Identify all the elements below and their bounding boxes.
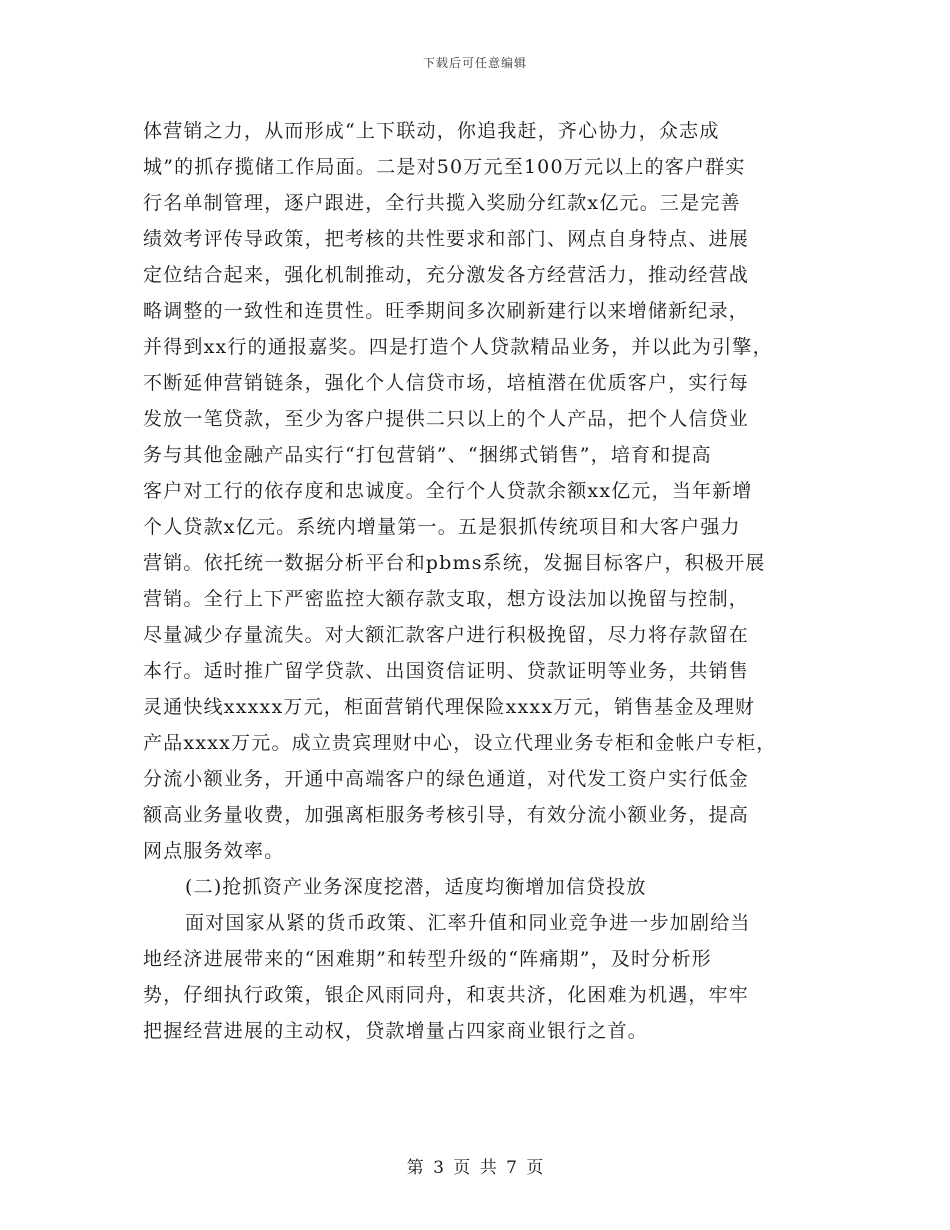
section-heading: (二)抢抓资产业务深度挖潜，适度均衡增加信贷投放 bbox=[185, 876, 647, 898]
body-line: 地经济进展带来的“困难期”和转型升级的“阵痛期”，及时分析形 bbox=[143, 948, 712, 970]
document-body bbox=[143, 113, 823, 1049]
body-line: 把握经营进展的主动权，贷款增量占四家商业银行之首。 bbox=[143, 1020, 649, 1042]
body-line: 势，仔细执行政策，银企风雨同舟，和衷共济，化困难为机遇，牢牢 bbox=[143, 984, 750, 1006]
body-line: 客户对工行的依存度和忠诚度。全行个人贷款余额xx亿元，当年新增 bbox=[143, 480, 753, 502]
body-line: 营销。全行上下严密监控大额存款支取，想方设法加以挽留与控制， bbox=[143, 588, 750, 610]
page-header: 下载后可任意编辑 bbox=[422, 56, 527, 70]
page-number: 第 3 页 共 7 页 bbox=[406, 1158, 544, 1178]
body-line: 尽量减少存量流失。对大额汇款客户进行积极挽留，尽力将存款留在 bbox=[143, 624, 750, 646]
body-line: 并得到xx行的通报嘉奖。四是打造个人贷款精品业务，并以此为引擎， bbox=[143, 336, 773, 358]
body-line: 不断延伸营销链条，强化个人信贷市场，培植潜在优质客户，实行每 bbox=[143, 372, 750, 394]
body-line: 额高业务量收费，加强离柜服务考核引导，有效分流小额业务，提高 bbox=[143, 804, 750, 826]
body-line: 略调整的一致性和连贯性。旺季期间多次刷新建行以来增储新纪录， bbox=[143, 300, 750, 322]
body-line: 本行。适时推广留学贷款、出国资信证明、贷款证明等业务，共销售 bbox=[143, 660, 750, 682]
body-line: 营销。依托统一数据分析平台和pbms系统，发掘目标客户，积极开展 bbox=[143, 552, 766, 574]
body-line: 发放一笔贷款，至少为客户提供二只以上的个人产品，把个人信贷业 bbox=[143, 408, 750, 430]
body-line: 网点服务效率。 bbox=[143, 840, 285, 862]
body-line: 体营销之力，从而形成“上下联动，你追我赶，齐心协力，众志成 bbox=[143, 120, 720, 142]
paragraph-first-line: 面对国家从紧的货币政策、汇率升值和同业竞争进一步加剧给当 bbox=[185, 912, 751, 934]
body-line: 绩效考评传导政策，把考核的共性要求和部门、网点自身特点、进展 bbox=[143, 228, 750, 250]
body-line: 分流小额业务，开通中高端客户的绿色通道，对代发工资户实行低金 bbox=[143, 768, 750, 790]
body-line: 定位结合起来，强化机制推动，充分激发各方经营活力，推动经营战 bbox=[143, 264, 750, 286]
body-line: 个人贷款x亿元。系统内增量第一。五是狠抓传统项目和大客户强力 bbox=[143, 516, 741, 538]
body-line: 灵通快线xxxxx万元，柜面营销代理保险xxxx万元，销售基金及理财 bbox=[143, 696, 756, 718]
body-line: 城”的抓存揽储工作局面。二是对50万元至100万元以上的客户群实 bbox=[143, 156, 746, 178]
body-line: 务与其他金融产品实行“打包营销”、“捆绑式销售”，培育和提高 bbox=[143, 444, 712, 466]
body-line: 行名单制管理，逐户跟进，全行共揽入奖励分红款x亿元。三是完善 bbox=[143, 192, 741, 214]
body-line: 产品xxxx万元。成立贵宾理财中心，设立代理业务专柜和金帐户专柜， bbox=[143, 732, 777, 754]
